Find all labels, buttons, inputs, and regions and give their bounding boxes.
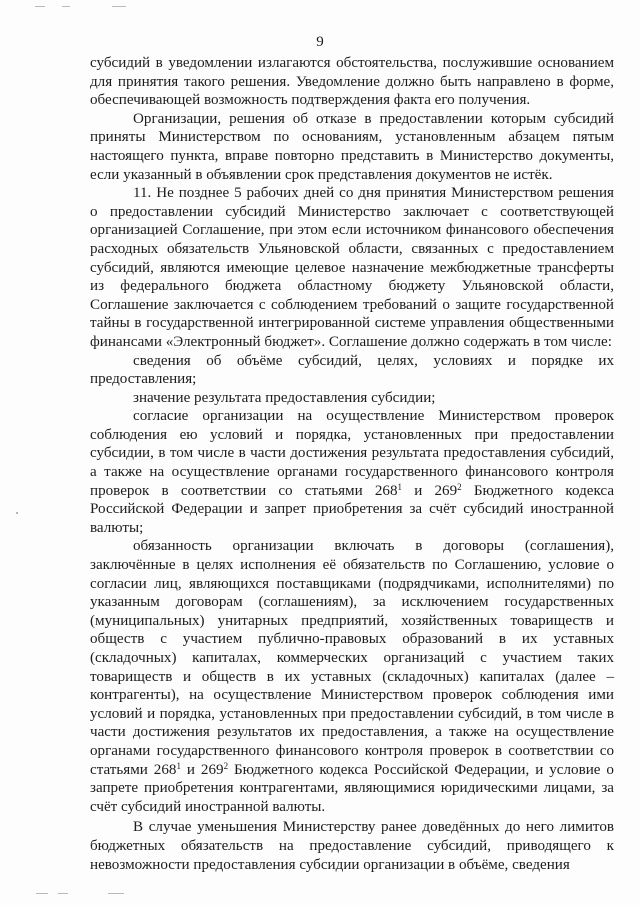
superscript: 2 (223, 760, 229, 771)
paragraph-consent (90, 407, 614, 537)
paragraph-continuation: субсидий в уведомлении излагаются обстоятельства, послужившие основанием для принятия такого решения. Уведомление должно быть направлено в форме, обеспечивающей возможность подтверждения факта его получения. (90, 55, 614, 109)
paragraph-resubmission: Организации, решения об отказе в предоставлении которым субсидий приняты Министерством по основаниям, установленным абзацем пятым настоящего пункта, вправе повторно представить в Министерство документы, если указанный в объявлении срок представления документов не истёк. (90, 110, 614, 183)
paragraph-result-value: значение результата предоставления субсидии; (133, 389, 436, 406)
scan-mark (62, 6, 70, 7)
text-run: и 269 (180, 761, 224, 778)
text-run: Бюджетного кодекса Российской Федерации и запрет приобретения за счёт субсидий иностранной валюты; (90, 482, 615, 536)
text-run: Бюджетного кодекса Российской Федерации, и условие о запрете приобретения контрагентами, являющимися юридическими лицами, за счёт субсидий иностранной валюты. (90, 761, 614, 815)
paragraph-obligation (90, 537, 614, 816)
text-run: согласие организации на осуществление Министерством проверок соблюдения ею условий и порядка, установленных при предоставлении субсидии, в том числе в части достижения результата предоставления субсидий, а также на осуществление органами государственного финансового контроля проверок в соответствии со статьями 268 (90, 408, 614, 499)
document-body (90, 54, 614, 874)
paragraph-subsidy-info: сведения об объёме субсидий, целях, условиях и порядке их предоставления; (90, 352, 614, 388)
scan-mark (112, 6, 126, 7)
scan-mark (35, 6, 45, 7)
scan-mark (36, 893, 48, 894)
text-run: и 269 (402, 482, 458, 499)
superscript: 1 (176, 760, 181, 771)
scan-mark (108, 893, 124, 894)
superscript: 1 (397, 481, 402, 492)
page-number: 9 (316, 34, 324, 50)
text-run: обязанность организации включать в договоры (соглашения), заключённые в целях исполнения её обязательств по Соглашению, условие о согласии лиц, являющихся поставщиками (подрядчиками, исполнителями) по указанным договорам (соглашениям), за исключением государственных (муниципальных) унитарных предприятий, хозяйственных товариществ и обществ с участием публично-правовых образований в их уставных (складочных) капиталах, коммерческих организаций с участием таких товариществ и обществ в их уставных (складочных) капиталах (далее – контрагенты), на осуществление Министерством проверок соблюдения ими условий и порядка, установленных при предоставлении субсидий, в том числе в части достижения результатов их предоставления, а также на осуществление органами государственного финансового контроля проверок в соответствии со статьями 268 (90, 538, 614, 778)
paragraph-limit-reduction: В случае уменьшения Министерству ранее доведённых до него лимитов бюджетных обязательств на предоставление субсидий, приводящего к невозможности предоставления субсидии организации в объёме, сведения (90, 819, 614, 873)
paragraph-item-11: 11. Не позднее 5 рабочих дней со дня принятия Министерством решения о предоставлении субсидий Министерство заключает с соответствующей организацией Соглашение, при этом если источником финансового обеспечения расходных обязательств Ульяновской области, связанных с предоставлением субсидий, являются имеющие целевое назначение межбюджетные трансферты из федерального бюджета областному бюджету Ульяновской области, Соглашение заключается с соблюдением требований о защите государственной тайны в государственной интегрированной системе управления общественными финансами «Электронный бюджет». Соглашение должно содержать в том числе: (90, 185, 614, 350)
scan-mark (58, 893, 68, 894)
scan-mark (16, 512, 18, 514)
superscript: 2 (457, 481, 462, 492)
